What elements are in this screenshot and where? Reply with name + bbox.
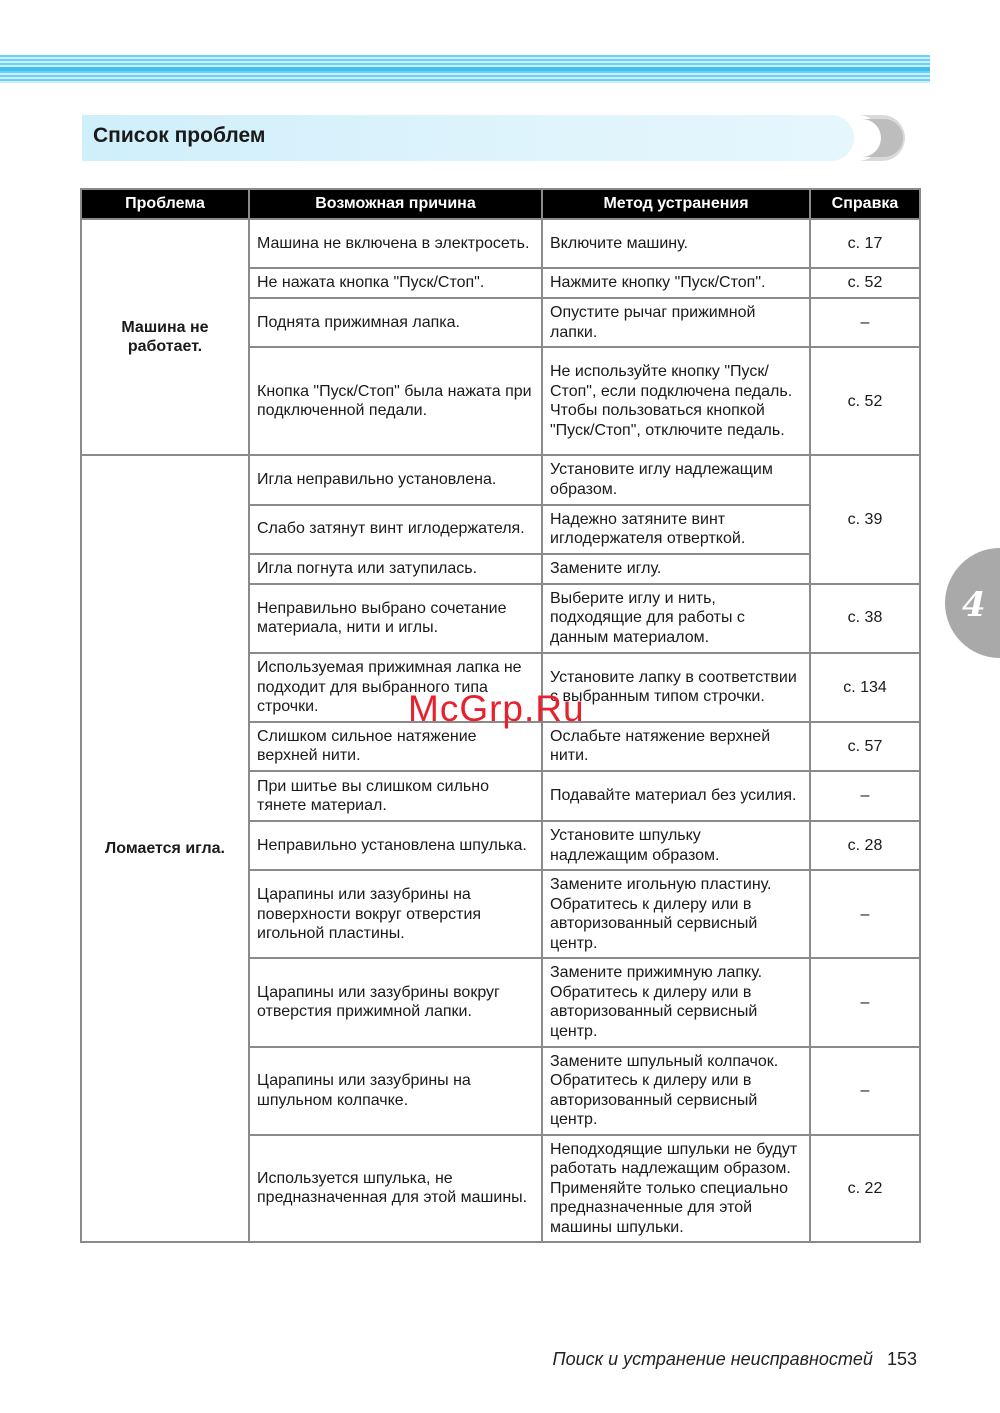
solution-cell: Замените иглу. — [542, 554, 810, 584]
cause-cell: Машина не включена в электросеть. — [249, 219, 542, 268]
reference-cell: – — [810, 958, 920, 1046]
reference-cell: с. 17 — [810, 219, 920, 268]
solution-cell: Установите иглу надлежащим образом. — [542, 455, 810, 504]
cause-cell: Слабо затянут винт иглодержателя. — [249, 505, 542, 554]
table-row — [81, 219, 920, 268]
chapter-number: 4 — [962, 585, 986, 625]
reference-cell: с. 134 — [810, 653, 920, 722]
reference-cell: с. 52 — [810, 268, 920, 298]
reference-cell: с. 38 — [810, 584, 920, 653]
footer-section-title: Поиск и устранение неисправностей — [552, 1349, 873, 1369]
reference-cell: – — [810, 1047, 920, 1135]
col-header-cause: Возможная причина — [249, 189, 542, 219]
cause-cell: Игла погнута или затупилась. — [249, 554, 542, 584]
solution-cell: Опустите рычаг прижимной лапки. — [542, 298, 810, 347]
solution-cell: Установите лапку в соответствии с выбранным типом строчки. — [542, 653, 810, 722]
solution-cell: Включите машину. — [542, 219, 810, 268]
page-footer — [553, 1349, 917, 1370]
cause-cell: Используется шпулька, не предназначенная для этой машины. — [249, 1135, 542, 1242]
solution-cell: Надежно затяните винт иглодержателя отверткой. — [542, 505, 810, 554]
col-header-reference: Справка — [810, 189, 920, 219]
reference-cell: – — [810, 870, 920, 958]
reference-cell: с. 28 — [810, 821, 920, 870]
chevron-right-icon — [858, 115, 910, 161]
solution-cell: Замените игольную пластину. Обратитесь к дилеру или в авторизованный сервисный центр. — [542, 870, 810, 958]
col-header-problem: Проблема — [81, 189, 249, 219]
solution-cell: Ослабьте натяжение верхней нити. — [542, 722, 810, 771]
cause-cell: Используемая прижимная лапка не подходит для выбранного типа строчки. — [249, 653, 542, 722]
solution-cell: Замените прижимную лапку. Обратитесь к дилеру или в авторизованный сервисный центр. — [542, 958, 810, 1046]
reference-cell: – — [810, 771, 920, 821]
solution-cell: Не используйте кнопку "Пуск/Стоп", если подключена педаль. Чтобы пользоваться кнопкой "Пуск/Стоп", отключите педаль. — [542, 347, 810, 455]
problem-cell: Ломается игла. — [81, 455, 249, 1242]
solution-cell: Нажмите кнопку "Пуск/Стоп". — [542, 268, 810, 298]
solution-cell: Замените шпульный колпачок. Обратитесь к дилеру или в авторизованный сервисный центр. — [542, 1047, 810, 1135]
solution-cell: Выберите иглу и нить, подходящие для работы с данным материалом. — [542, 584, 810, 653]
cause-cell: Царапины или зазубрины на шпульном колпачке. — [249, 1047, 542, 1135]
cause-cell: Игла неправильно установлена. — [249, 455, 542, 504]
page-title: Список проблем — [93, 124, 266, 147]
cause-cell: Не нажата кнопка "Пуск/Стоп". — [249, 268, 542, 298]
header-stripe-bar — [0, 55, 930, 83]
table-row — [81, 455, 920, 504]
reference-cell: – — [810, 298, 920, 347]
cause-cell: При шитье вы слишком сильно тянете материал. — [249, 771, 542, 821]
cause-cell: Кнопка "Пуск/Стоп" была нажата при подключенной педали. — [249, 347, 542, 455]
cause-cell: Царапины или зазубрины вокруг отверстия прижимной лапки. — [249, 958, 542, 1046]
reference-cell: с. 39 — [810, 455, 920, 583]
problem-cell: Машина не работает. — [81, 219, 249, 455]
watermark: McGrp.Ru — [408, 688, 585, 729]
cause-cell: Слишком сильное натяжение верхней нити. — [249, 722, 542, 771]
solution-cell: Установите шпульку надлежащим образом. — [542, 821, 810, 870]
page-number: 153 — [886, 1349, 917, 1369]
reference-cell: с. 57 — [810, 722, 920, 771]
cause-cell: Царапины или зазубрины на поверхности вокруг отверстия игольной пластины. — [249, 870, 542, 958]
reference-cell: с. 22 — [810, 1135, 920, 1242]
table-header-row — [81, 189, 920, 219]
cause-cell: Неправильно установлена шпулька. — [249, 821, 542, 870]
reference-cell: с. 52 — [810, 347, 920, 455]
col-header-solution: Метод устранения — [542, 189, 810, 219]
solution-cell: Подавайте материал без усилия. — [542, 771, 810, 821]
solution-cell: Неподходящие шпульки не будут работать надлежащим образом. Применяйте только специально предназначенные для этой машины шпульки. — [542, 1135, 810, 1242]
cause-cell: Неправильно выбрано сочетание материала, нити и иглы. — [249, 584, 542, 653]
cause-cell: Поднята прижимная лапка. — [249, 298, 542, 347]
